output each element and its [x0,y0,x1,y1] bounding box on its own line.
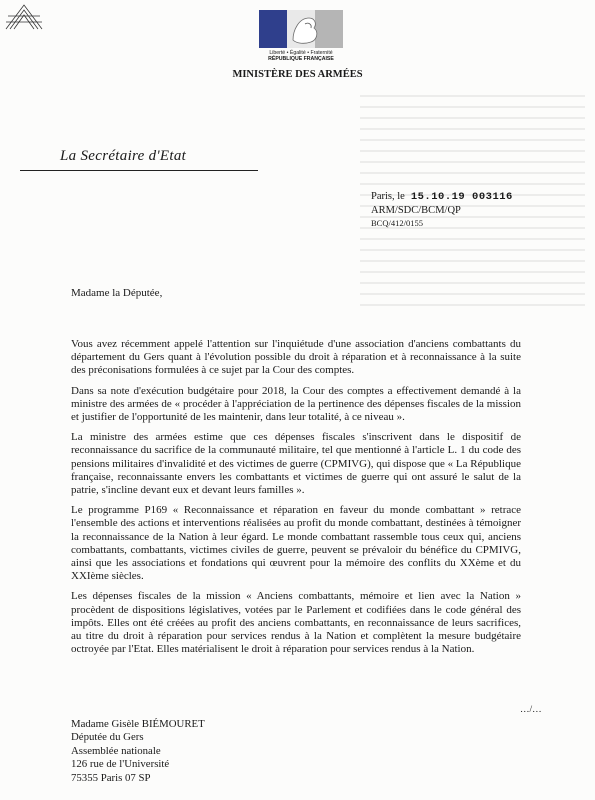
recipient-address [71,718,205,785]
republic-motto: Liberté • Égalité • Fraternité [269,50,333,56]
paragraph: Vous avez récemment appelé l'attention sur l'inquiétude d'une association d'anciens combattants du département du Gers quant à l'évolution possible du droit à réparation et à reconnaissance à la suite des préconisations formulées à ce sujet par la Cour des comptes. [71,338,521,377]
letter-body [71,338,521,663]
place-date: Paris, le [371,191,405,202]
recipient-street: 126 rue de l'Université [71,758,170,771]
corner-emblem-icon [2,2,46,32]
reference-number: BCQ/412/0155 [371,218,423,228]
sender-title: La Secrétaire d'Etat [60,148,187,164]
ministry-heading: MINISTÈRE DES ARMÉES [232,69,363,80]
recipient-role: Députée du Gers [71,731,144,744]
reference-block [371,190,513,230]
paragraph: Les dépenses fiscales de la mission « Anciens combattants, mémoire et lien avec la Nation » procèdent de dispositions législatives, votées par le Parlement et codifiées dans le code général des impôts. Elles ont été créées au profit des anciens combattants, en reconnaissance de leurs sacrifices, au titre du droit à réparation pour services rendus à la Nation et complètent la mesure budgétaire octroyée par l'Etat. Elles matérialisent le droit à réparation pour services rendus à la Nation. [71,590,521,656]
paragraph: La ministre des armées estime que ces dépenses fiscales s'inscrivent dans le dispositif de reconnaissance du sacrifice de la communauté militaire, tel que mentionné à l'article L. 1 du code des pensions militaires d'invalidité et des victimes de guerre (CPMIVG), qui dispose que « La République française, reconnaissante envers les combattants et victimes de guerre qui ont assuré le salut de la patrie, s'incline devant eux et devant leurs familles ». [71,431,521,497]
paragraph: Le programme P169 « Reconnaissance et réparation en faveur du monde combattant » retrace l'ensemble des actions et interventions réalisées au profit du monde combattant, destinées à témoigner la reconnaissance de la Nation à leur égard. Le monde combattant rassemble tous ceux qui, anciens combattants, combattants, victimes civiles de guerre, peuvent se prévaloir du bénéfice du CPMIVG, ainsi que les associations et fondations qui œuvrent pour la mémoire des conflits du XXème et du XXIème siècles. [71,504,521,583]
recipient-institution: Assemblée nationale [71,744,161,757]
reference-code: ARM/SDC/BCM/QP [371,205,461,216]
republic-name: RÉPUBLIQUE FRANÇAISE [268,56,334,62]
recipient-name: Madame Gisèle BIÉMOURET [71,718,205,730]
recipient-city: 75355 Paris 07 SP [71,771,151,784]
salutation: Madame la Députée, [71,287,163,299]
marianne-logo [255,10,347,62]
continuation-mark: …/… [520,705,542,715]
paragraph: Dans sa note d'exécution budgétaire pour 2018, la Cour des comptes a effectivement demandé à la ministre des armées de « procéder à l'appréciation de la pertinence des dépenses fiscales de la mission et justifier de l'opportunité de les maintenir, dans leur totalité, à ce niveau ». [71,384,521,424]
divider [20,170,258,171]
date-stamp: 15.10.19 003116 [410,191,513,203]
marianne-emblem-icon [259,10,343,48]
